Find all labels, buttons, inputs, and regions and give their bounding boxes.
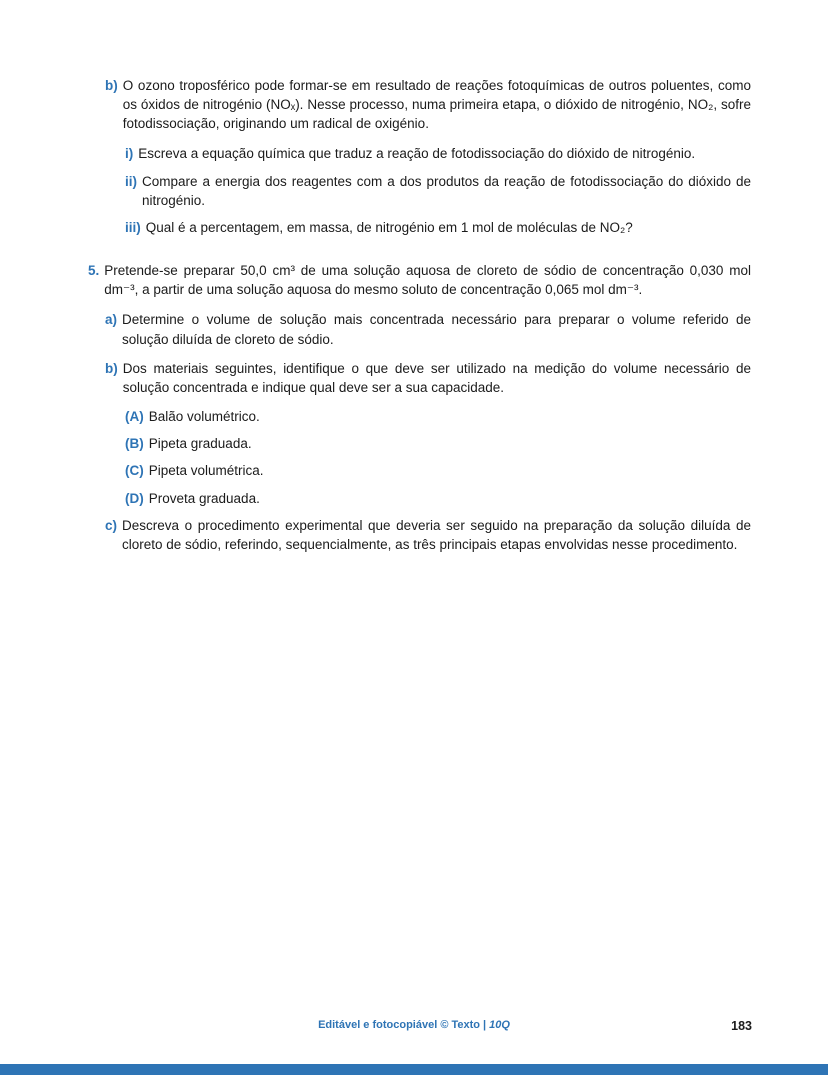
question-4b-sub-ii: [125, 172, 751, 210]
question-5-item-c: [105, 516, 751, 554]
sub-iii-label: iii): [125, 219, 141, 235]
option-b-text: Pipeta graduada.: [148, 436, 252, 452]
option-d-text: Proveta graduada.: [148, 490, 260, 506]
sub-ii-label: ii): [125, 173, 137, 189]
question-5-item-a: [105, 310, 751, 348]
sub-iii-text: Qual é a percentagem, em massa, de nitrogénio em 1 mol de moléculas de NO₂?: [145, 219, 633, 235]
option-c: [125, 461, 751, 480]
question-4b-item: [105, 76, 751, 133]
sub-i-text: Escreva a equação química que traduz a reação de fotodissociação do dióxido de nitrogénio.: [138, 146, 696, 162]
question-5-number: 5.: [88, 263, 100, 279]
option-a-text: Balão volumétrico.: [148, 409, 260, 425]
sub-i-label: i): [125, 146, 134, 162]
question-5-item: [88, 261, 751, 299]
question-4b-label: b): [105, 78, 118, 93]
question-4b-sub-iii: [125, 218, 751, 237]
option-d-label: (D): [125, 490, 144, 506]
item-a-label: a): [105, 312, 118, 328]
item-c-label: c): [105, 517, 118, 533]
option-b-label: (B): [125, 436, 144, 452]
option-c-text: Pipeta volumétrica.: [148, 463, 264, 479]
footer-book-title: 10Q: [489, 1019, 510, 1031]
option-a-label: (A): [125, 409, 144, 425]
page-number: 183: [731, 1019, 752, 1033]
footer-text: Editável e fotocopiável © Texto |: [318, 1019, 487, 1031]
item-c-text: Descreva o procedimento experimental que deveria ser seguido na preparação da solução diluída de cloreto de sódio, referindo, sequencialmente, as três principais etapas envolvidas nesse procedimento.: [122, 517, 751, 552]
question-4b-sub-i: [125, 144, 751, 163]
item-b-text: Dos materiais seguintes, identifique o que deve ser utilizado na medição do volume necessário de solução concentrada e indique qual deve ser a sua capacidade.: [122, 360, 751, 395]
question-4b-text: O ozono troposférico pode formar-se em resultado de reações fotoquímicas de outros poluentes, como os óxidos de nitrogénio (NOₓ). Nesse processo, numa primeira etapa, o dióxido de nitrogénio, NO₂, sofre fotodissociação, originando um radical de oxigénio.: [122, 78, 751, 132]
question-5-text: Pretende-se preparar 50,0 cm³ de uma solução aquosa de cloreto de sódio de concentração 0,030 mol dm⁻³, a partir de uma solução aquosa do mesmo soluto de concentração 0,065 mol dm⁻³.: [104, 263, 751, 298]
bottom-accent-bar: [0, 1064, 828, 1075]
sub-ii-text: Compare a energia dos reagentes com a dos produtos da reação de fotodissociação do dióxido de nitrogénio.: [142, 173, 751, 208]
item-a-text: Determine o volume de solução mais concentrada necessário para preparar o volume referido de solução diluída de cloreto de sódio.: [122, 312, 751, 347]
footer: [0, 1019, 828, 1031]
option-d: [125, 489, 751, 508]
option-b: [125, 434, 751, 453]
option-c-label: (C): [125, 463, 144, 479]
option-a: [125, 407, 751, 426]
item-b-label: b): [105, 360, 118, 376]
question-5-item-b: [105, 359, 751, 397]
